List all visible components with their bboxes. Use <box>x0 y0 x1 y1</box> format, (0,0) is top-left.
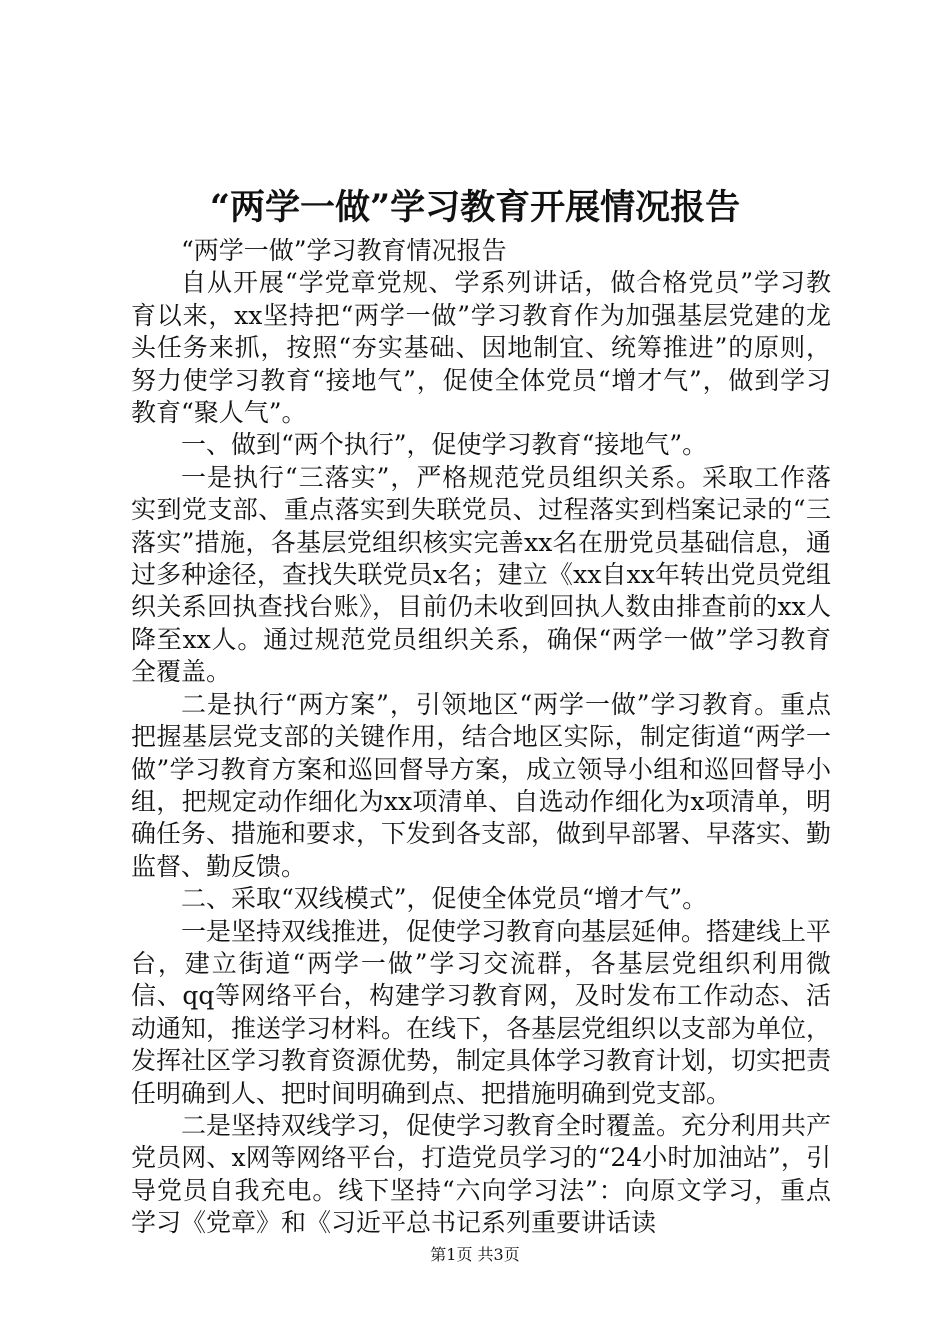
paragraph-item-1: 一是执行“三落实”，严格规范党员组织关系。采取工作落实到党支部、重点落实到失联党员、过程落实到档案记录的“三落实”措施，各基层党组织核实完善xx名在册党员基础信息，通过多种途径，查找失联党员x名；建立《xx自xx年转出党员党组织关系回执查找台账》，目前仍未收到回执人数由排查前的xx人降至xx人。通过规范党员组织关系，确保“两学一做”学习教育全覆盖。 <box>131 462 831 687</box>
document-title: “两学一做”学习教育开展情况报告 <box>209 187 741 228</box>
document-body <box>131 235 831 1240</box>
paragraph-item-4: 二是坚持双线学习，促使学习教育全时覆盖。充分利用共产党员网、x网等网络平台，打造党员学习的“24小时加油站”，引导党员自我充电。线下坚持“六向学习法”：向原文学习，重点学习《党章》和《习近平总书记系列重要讲话读 <box>131 1110 832 1238</box>
section-heading-2: 二、采取“双线模式”，促使全体党员“增才气”。 <box>181 884 708 914</box>
page-number-footer: 第1页 共3页 <box>430 1245 520 1264</box>
paragraph-item-3: 一是坚持双线推进，促使学习教育向基层延伸。搭建线上平台，建立街道“两学一做”学习交流群，各基层党组织利用微信、qq等网络平台，构建学习教育网，及时发布工作动态、活动通知，推送学习材料。在线下，各基层党组织以支部为单位，发挥社区学习教育资源优势，制定具体学习教育计划，切实把责任明确到人、把时间明确到点、把措施明确到党支部。 <box>131 916 832 1108</box>
paragraph-intro: 自从开展“学党章党规、学系列讲话，做合格党员”学习教育以来，xx坚持把“两学一做”学习教育作为加强基层党建的龙头任务来抓，按照“夯实基础、因地制宜、统筹推进”的原则，努力使学习教育“接地气”，促使全体党员“增才气”，做到学习教育“聚人气”。 <box>131 268 831 428</box>
section-heading-1: 一、做到“两个执行”，促使学习教育“接地气”。 <box>181 430 708 460</box>
paragraph-subtitle: “两学一做”学习教育情况报告 <box>181 236 507 265</box>
paragraph-item-2: 二是执行“两方案”，引领地区“两学一做”学习教育。重点把握基层党支部的关键作用，结合地区实际，制定街道“两学一做”学习教育方案和巡回督导方案，成立领导小组和巡回督导小组，把规定动作细化为xx项清单、自选动作细化为x项清单，明确任务、措施和要求，下发到各支部，做到早部署、早落实、勤监督、勤反馈。 <box>131 689 832 881</box>
